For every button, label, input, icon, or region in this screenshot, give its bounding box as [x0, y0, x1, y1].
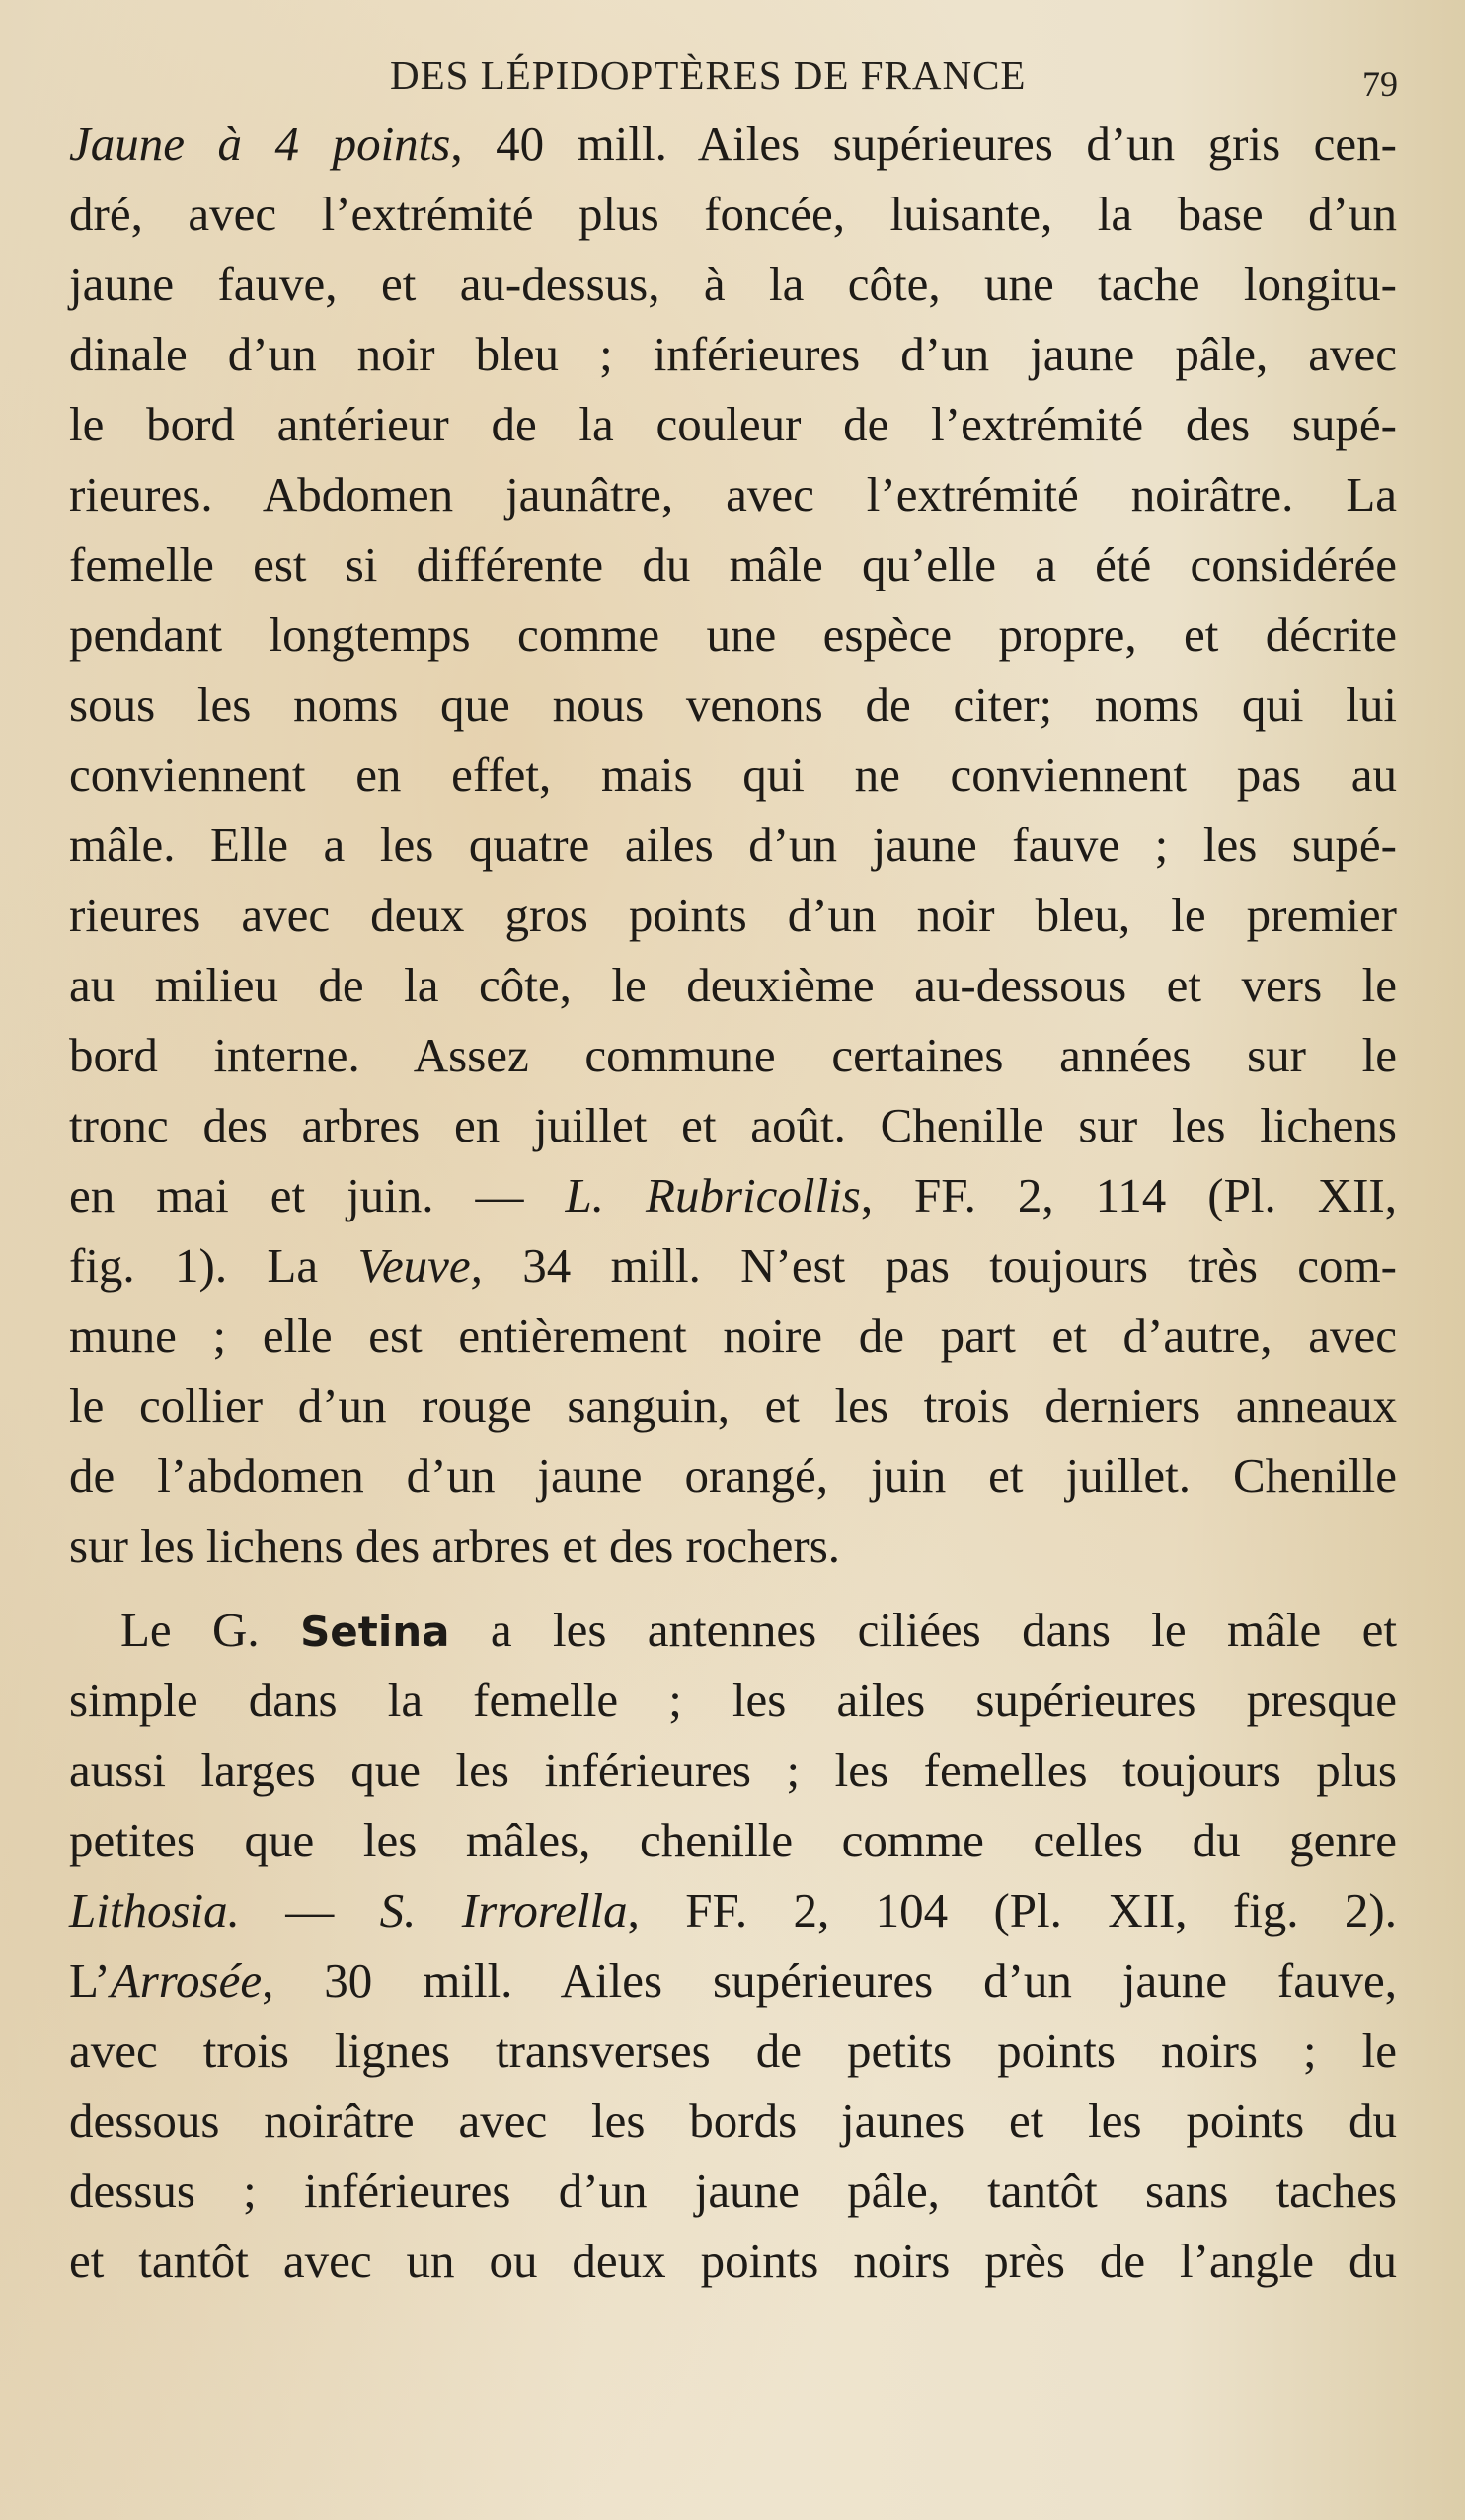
genus-name: Setina	[300, 1608, 450, 1656]
text-line	[69, 1371, 1397, 1441]
text-line	[69, 880, 1397, 950]
text-run: mune ; elle est entièrement noire de part et d’autre, avec	[69, 1308, 1397, 1363]
text-line	[69, 2156, 1397, 2226]
text-line	[69, 1441, 1397, 1511]
text-run: dinale d’un noir bleu ; inférieures d’un jaune pâle, avec	[69, 327, 1397, 381]
text-line	[69, 389, 1397, 459]
text-run: au milieu de la côte, le deuxième au-dessous et vers le	[69, 958, 1397, 1012]
text-run: avec trois lignes transverses de petits points noirs ; le	[69, 2023, 1397, 2078]
text-run: , FF. 2, 114 (Pl. XII,	[860, 1168, 1397, 1222]
text-run: jaune fauve, et au-dessus, à la côte, une tache longitu-	[69, 257, 1397, 311]
text-line	[69, 529, 1397, 599]
running-title: DES LÉPIDOPTÈRES DE FRANCE	[390, 52, 1027, 98]
text-line	[69, 1230, 1397, 1300]
text-line	[69, 1511, 1397, 1581]
text-run: sous les noms que nous venons de citer; noms qui lui	[69, 677, 1397, 732]
text-run: et tantôt avec un ou deux points noirs près de l’angle du	[69, 2234, 1397, 2288]
text-run: conviennent en effet, mais qui ne conviennent pas au	[69, 748, 1397, 802]
text-run: Le G.	[120, 1603, 301, 1657]
text-line	[69, 179, 1397, 249]
text-run: a les antennes ciliées dans le mâle et	[449, 1603, 1397, 1657]
text-line	[69, 2226, 1397, 2296]
text-run: aussi larges que les inférieures ; les femelles toujours plus	[69, 1743, 1397, 1797]
text-run: rieures. Abdomen jaunâtre, avec l’extrémité noirâtre. La	[69, 467, 1397, 521]
text-run: femelle est si différente du mâle qu’elle a été considérée	[69, 537, 1397, 591]
italic-text: Jaune à 4 points	[69, 117, 451, 171]
text-run: simple dans la femelle ; les ailes supérieures presque	[69, 1673, 1397, 1727]
text-run: bord interne. Assez commune certaines années sur le	[69, 1028, 1397, 1082]
text-line	[69, 2015, 1397, 2086]
text-run: mâle. Elle a les quatre ailes d’un jaune fauve ; les supé-	[69, 818, 1397, 872]
text-line	[69, 1020, 1397, 1090]
italic-text: Lithosia.	[69, 1883, 240, 1937]
page-number: 79	[1362, 64, 1398, 104]
text-line	[69, 319, 1397, 389]
text-run: dessus ; inférieures d’un jaune pâle, tantôt sans taches	[69, 2164, 1397, 2218]
text-line	[69, 2086, 1397, 2156]
text-line	[69, 1300, 1397, 1371]
text-run: rieures avec deux gros points d’un noir bleu, le premier	[69, 888, 1397, 942]
text-line	[69, 1090, 1397, 1160]
paragraph-gap	[69, 1581, 1397, 1595]
italic-text: Arrosée	[110, 1953, 263, 2008]
text-run: , 40 mill. Ailes supérieures d’un gris cen-	[450, 117, 1397, 171]
text-run: sur les lichens des arbres et des rochers.	[69, 1519, 841, 1573]
text-run: le bord antérieur de la couleur de l’extrémité des supé-	[69, 397, 1397, 451]
text-line	[69, 1160, 1397, 1230]
text-run: en mai et juin. —	[69, 1168, 566, 1222]
text-run: L’	[69, 1953, 111, 2008]
text-run: , 30 mill. Ailes supérieures d’un jaune fauve,	[262, 1953, 1397, 2008]
italic-text: Veuve,	[357, 1238, 483, 1293]
text-line	[69, 1735, 1397, 1805]
text-line	[69, 109, 1397, 179]
text-line	[69, 740, 1397, 810]
text-run: —	[239, 1883, 380, 1937]
text-line	[69, 950, 1397, 1020]
text-line	[69, 1595, 1397, 1665]
text-run: petites que les mâles, chenille comme celles du genre	[69, 1813, 1397, 1867]
body-text	[69, 109, 1397, 2296]
running-head	[0, 51, 1465, 111]
text-run: 34 mill. N’est pas toujours très com-	[482, 1238, 1397, 1293]
text-line	[69, 1805, 1397, 1875]
text-line	[69, 1875, 1397, 1945]
italic-text: S. Irrorella	[379, 1883, 628, 1937]
text-line	[69, 599, 1397, 669]
text-run: , FF. 2, 104 (Pl. XII, fig. 2).	[627, 1883, 1397, 1937]
italic-text: L. Rubricollis	[565, 1168, 861, 1222]
text-line	[69, 669, 1397, 740]
text-run: le collier d’un rouge sanguin, et les trois derniers anneaux	[69, 1378, 1397, 1433]
text-line	[69, 1665, 1397, 1735]
text-line	[69, 249, 1397, 319]
text-line	[69, 1945, 1397, 2015]
text-line	[69, 810, 1397, 880]
text-run: fig. 1). La	[69, 1238, 358, 1293]
text-run: dessous noirâtre avec les bords jaunes et les points du	[69, 2093, 1397, 2148]
text-run: pendant longtemps comme une espèce propre, et décrite	[69, 607, 1397, 662]
text-run: dré, avec l’extrémité plus foncée, luisante, la base d’un	[69, 187, 1397, 241]
text-run: tronc des arbres en juillet et août. Chenille sur les lichens	[69, 1098, 1397, 1152]
text-run: de l’abdomen d’un jaune orangé, juin et juillet. Chenille	[69, 1449, 1397, 1503]
text-line	[69, 459, 1397, 529]
